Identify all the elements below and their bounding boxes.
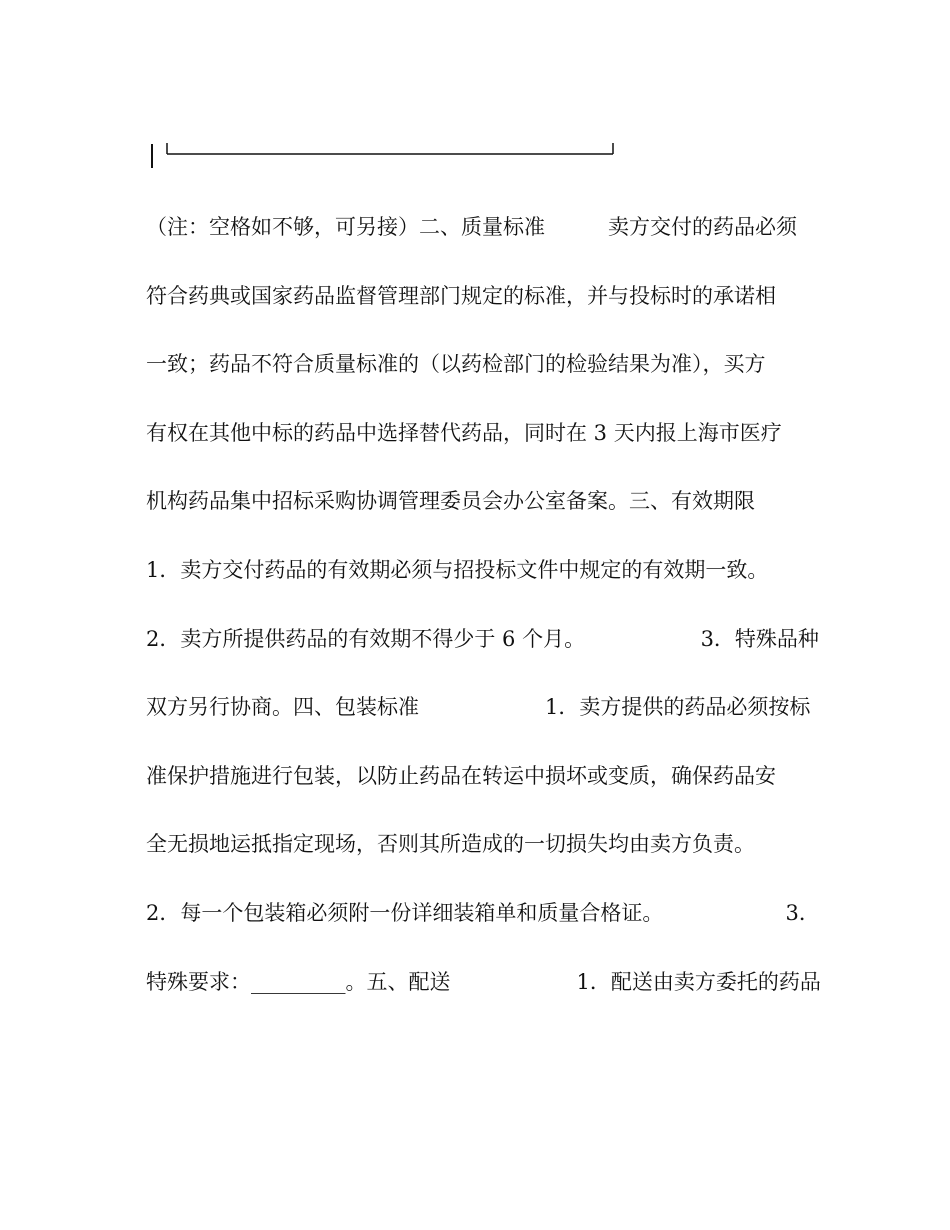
contract-body-text bbox=[146, 206, 821, 1029]
text-line: 1．卖方交付药品的有效期必须与招投标文件中规定的有效期一致。 bbox=[146, 557, 769, 582]
text-line: 特殊要求：_________。五、配送 1．配送由卖方委托的药品 bbox=[146, 969, 821, 994]
text-line: 全无损地运抵指定现场，否则其所造成的一切损失均由卖方负责。 bbox=[146, 832, 755, 857]
table-bottom-border bbox=[146, 140, 621, 172]
text-line: 机构药品集中招标采购协调管理委员会办公室备案。三、有效期限 bbox=[146, 489, 755, 514]
text-line: 有权在其他中标的药品中选择替代药品，同时在 3 天内报上海市医疗 bbox=[146, 420, 782, 445]
text-line: 2．每一个包装箱必须附一份详细装箱单和质量合格证。 3． bbox=[146, 900, 820, 925]
text-line: 一致；药品不符合质量标准的（以药检部门的检验结果为准），买方 bbox=[146, 352, 766, 377]
text-line: （注：空格如不够，可另接）二、质量标准 卖方交付的药品必须 bbox=[146, 215, 797, 239]
text-line: 符合药典或国家药品监督管理部门规定的标准，并与投标时的承诺相 bbox=[146, 283, 776, 308]
text-line: 准保护措施进行包装，以防止药品在转运中损坏或变质，确保药品安 bbox=[146, 763, 776, 788]
text-line: 2．卖方所提供药品的有效期不得少于 6 个月。 3．特殊品种 bbox=[146, 626, 819, 651]
text-line: 双方另行协商。四、包装标准 1．卖方提供的药品必须按标 bbox=[146, 695, 811, 720]
